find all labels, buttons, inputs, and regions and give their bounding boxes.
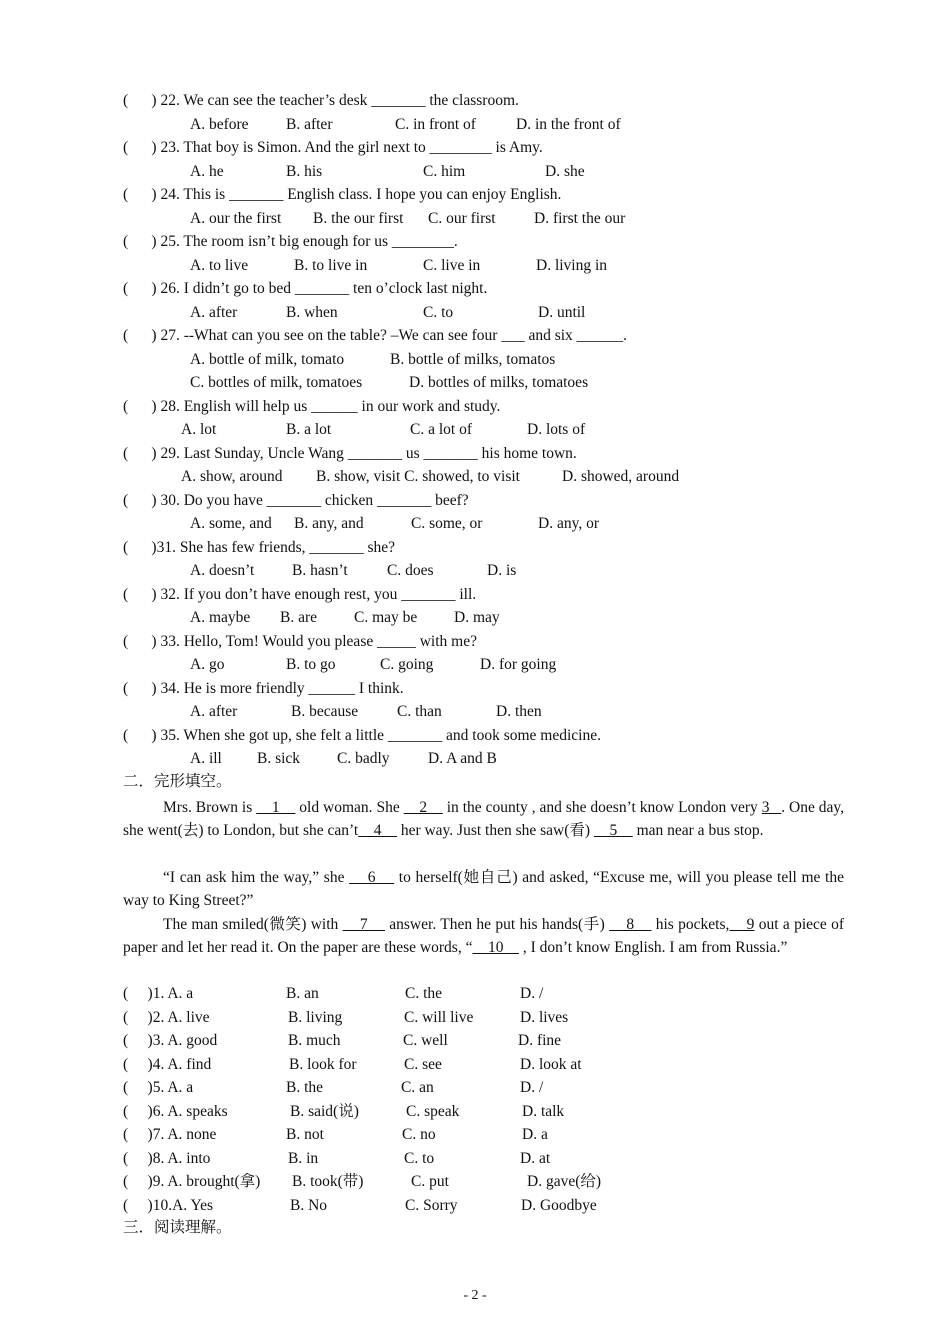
answer-option: B. to go (286, 656, 336, 673)
answer-option: B. much (288, 1032, 341, 1049)
cloze-blank: 5 (593, 822, 633, 840)
answer-option: D. a (522, 1126, 548, 1143)
answer-option: C. in front of (395, 115, 476, 133)
answer-option: D. is (487, 562, 517, 579)
answer-option: B. because (291, 703, 359, 720)
answer-option: A. bottle of milk, tomato (190, 350, 345, 368)
answer-option: A. after (190, 303, 238, 321)
answer-option: A. before (190, 115, 249, 133)
answer-option: D. any, or (538, 515, 599, 532)
question-line: ( ) 22. We can see the teacher’s desk _______ the classroom. (123, 92, 519, 109)
answer-option: A. maybe (190, 609, 251, 626)
section-title-cloze: 二．完形填空。 (123, 773, 232, 790)
answer-option: B. sick (257, 750, 301, 767)
answer-option: B. not (286, 1126, 324, 1143)
answer-option: C. bottles of milk, tomatoes (190, 374, 363, 391)
cloze-blank: 4 (358, 822, 397, 840)
cloze-text: out a piece of paper and let her read it. On the paper are these words, “ (123, 916, 845, 957)
answer-option: D. gave(给) (527, 1173, 602, 1190)
answer-option: A. lot (181, 421, 217, 438)
answer-option: B. any, and (294, 515, 364, 532)
answer-option: B. bottle of milks, tomatos (390, 350, 556, 368)
answer-option: D. until (538, 303, 586, 321)
answer-option: C. see (404, 1055, 442, 1073)
answer-option: C. speak (406, 1102, 460, 1120)
question-line: ( ) 28. English will help us ______ in our work and study. (123, 397, 501, 415)
cloze-text: her way. Just then she saw(看) (396, 822, 594, 840)
cloze-text: his pockets, (651, 916, 730, 933)
question-line: ( ) 23. That boy is Simon. And the girl next to ________ is Amy. (123, 139, 543, 156)
answer-option: D. in the front of (516, 115, 621, 133)
answer-option: A. our the first (190, 209, 282, 227)
answer-option: A. to live (190, 256, 249, 274)
answer-option: A. some, and (190, 515, 272, 532)
page-number: - 2 - (463, 1288, 487, 1303)
answer-option: D. fine (518, 1032, 562, 1049)
answer-option: C. an (401, 1079, 434, 1096)
question-line: ( ) 26. I didn’t go to bed _______ ten o’clock last night. (123, 280, 488, 297)
cloze-question: ( )5. A. a (123, 1079, 194, 1096)
question-line: ( ) 33. Hello, Tom! Would you please _____ with me? (123, 632, 477, 650)
answer-option: D. lives (520, 1008, 569, 1026)
answer-option: A. ill (190, 750, 222, 767)
answer-option: B. his (286, 162, 323, 180)
cloze-text: . One day, she went(去) to London, but she can’t (123, 799, 845, 840)
answer-option: C. no (402, 1126, 436, 1143)
cloze-text: , I don’t know English. I am from Russia.” (518, 939, 788, 957)
cloze-question: ( )9. A. brought(拿) (123, 1173, 261, 1190)
answer-option: B. the our first (313, 209, 404, 227)
answer-option: C. him (423, 162, 466, 180)
question-line: ( ) 25. The room isn’t big enough for us ________. (123, 233, 458, 250)
question-line: ( ) 34. He is more friendly ______ I think. (123, 679, 404, 697)
question-line: ( ) 30. Do you have _______ chicken _______ beef? (123, 491, 469, 509)
answer-option: D. she (545, 162, 585, 180)
answer-option: D. may (454, 609, 500, 626)
answer-option: D. Goodbye (521, 1196, 597, 1214)
answer-option: D. at (520, 1149, 551, 1167)
answer-option: C. put (411, 1173, 449, 1190)
answer-option: D. / (520, 1079, 544, 1096)
question-line: ( )31. She has few friends, _______ she? (123, 538, 396, 556)
answer-option: D. bottles of milks, tomatoes (409, 374, 589, 391)
cloze-text: answer. Then he put his hands(手) (384, 916, 610, 933)
answer-option: C. the (405, 985, 443, 1002)
answer-option: C. our first (428, 209, 496, 227)
cloze-paragraph-3 (123, 913, 844, 960)
answer-option: D. lots of (527, 421, 586, 438)
cloze-text: “I can ask him the way,” she (163, 869, 350, 886)
answer-option: B. No (290, 1196, 328, 1214)
answer-option: D. living in (536, 256, 608, 274)
cloze-blank: 9 (729, 916, 755, 933)
cloze-paragraph-1 (123, 796, 844, 843)
answer-option: D. then (496, 703, 542, 720)
answer-option: D. first the our (534, 209, 626, 227)
cloze-paragraph-2 (123, 866, 844, 913)
cloze-blank: 3 (761, 799, 782, 816)
answer-option: B. in (288, 1149, 319, 1167)
answer-option: B. when (286, 303, 338, 321)
question-line: ( ) 32. If you don’t have enough rest, you _______ ill. (123, 585, 477, 603)
question-line: ( ) 29. Last Sunday, Uncle Wang _______ us _______ his home town. (123, 444, 577, 462)
answer-option: B. a lot (286, 421, 332, 438)
cloze-blank: 2 (403, 799, 443, 816)
answer-option: A. go (190, 656, 225, 673)
answer-option: B. an (286, 985, 319, 1002)
cloze-question: ( )8. A. into (123, 1149, 211, 1167)
answer-option: C. Sorry (405, 1196, 458, 1214)
cloze-question: ( )1. A. a (123, 985, 194, 1002)
cloze-question: ( )3. A. good (123, 1032, 218, 1049)
answer-option: C. badly (337, 750, 390, 767)
answer-option: B. living (288, 1008, 343, 1026)
question-line: ( ) 27. --What can you see on the table? –We can see four ___ and six ______. (123, 327, 628, 344)
answer-option: C. does (387, 562, 434, 579)
cloze-question: ( )6. A. speaks (123, 1102, 228, 1120)
cloze-blank: 10 (472, 939, 519, 957)
answer-option: C. to (423, 303, 454, 321)
answer-option: B. after (286, 115, 333, 133)
cloze-question: ( )2. A. live (123, 1008, 210, 1026)
answer-option: D. / (520, 985, 544, 1002)
answer-option: C. than (397, 703, 442, 720)
answer-option: B. show, visit C. showed, to visit (316, 468, 520, 485)
cloze-text: in the county , and she doesn’t know London very (442, 799, 762, 816)
answer-option: C. some, or (411, 515, 483, 532)
cloze-blank: 8 (609, 916, 652, 933)
cloze-text: The man smiled(微笑) with (163, 916, 343, 933)
answer-option: D. talk (522, 1102, 565, 1120)
answer-option: B. are (280, 609, 318, 626)
cloze-text: old woman. She (295, 799, 404, 816)
question-line: ( ) 35. When she got up, she felt a little _______ and took some medicine. (123, 726, 601, 744)
answer-option: C. well (403, 1032, 448, 1049)
answer-option: C. a lot of (410, 421, 472, 438)
answer-option: C. may be (354, 609, 418, 626)
cloze-blank: 1 (256, 799, 296, 816)
answer-option: B. the (286, 1079, 324, 1096)
answer-option: B. hasn’t (292, 562, 348, 579)
answer-option: C. going (380, 656, 434, 673)
answer-option: D. for going (480, 656, 557, 673)
answer-option: A. doesn’t (190, 562, 255, 579)
answer-option: B. to live in (294, 256, 368, 274)
answer-option: C. live in (423, 256, 481, 274)
cloze-blank: 7 (342, 916, 385, 933)
answer-option: D. showed, around (562, 468, 680, 485)
answer-option: D. look at (520, 1055, 582, 1073)
answer-option: A. show, around (181, 468, 283, 485)
answer-option: A. after (190, 703, 238, 720)
answer-option: B. took(带) (292, 1173, 364, 1190)
answer-option: B. look for (289, 1055, 357, 1073)
cloze-text: to herself(她自己) and asked, “Excuse me, will you please tell me the way to King Street?” (123, 869, 844, 910)
cloze-blank: 6 (349, 869, 395, 886)
answer-option: C. to (404, 1149, 435, 1167)
answer-option: A. he (190, 162, 224, 180)
question-line: ( ) 24. This is _______ English class. I hope you can enjoy English. (123, 186, 562, 203)
cloze-text: man near a bus stop. (632, 822, 764, 840)
answer-option: D. A and B (428, 750, 497, 767)
cloze-question: ( )10.A. Yes (123, 1196, 213, 1214)
cloze-question: ( )4. A. find (123, 1055, 212, 1073)
answer-option: C. will live (404, 1008, 474, 1026)
cloze-text: Mrs. Brown is (163, 799, 257, 816)
section-title-reading: 三．阅读理解。 (123, 1219, 232, 1236)
cloze-question: ( )7. A. none (123, 1126, 217, 1143)
answer-option: B. said(说) (290, 1102, 359, 1120)
